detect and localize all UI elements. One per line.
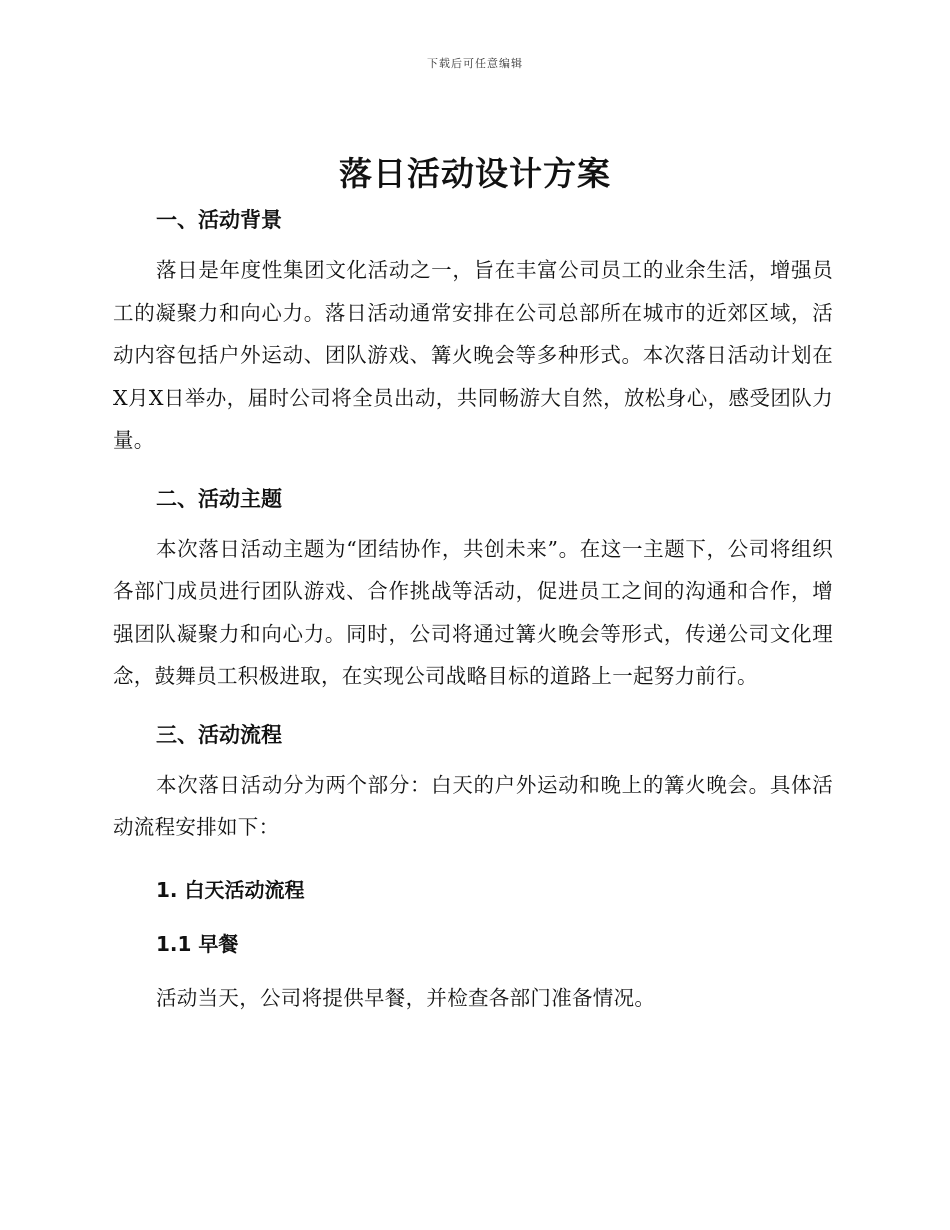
section-paragraph-background: 落日是年度性集团文化活动之一，旨在丰富公司员工的业余生活，增强员工的凝聚力和向心力。落日活动通常安排在公司总部所在城市的近郊区域，活动内容包括户外运动、团队游戏、篝火晚会等多种形式。本次落日活动计划在X月X日举办，届时公司将全员出动，共同畅游大自然，放松身心，感受团队力量。 — [113, 258, 833, 452]
section-heading-process: 三、活动流程 — [156, 722, 282, 747]
section-paragraph-theme: 本次落日活动主题为“团结协作，共创未来”。在这一主题下，公司将组织各部门成员进行团队游戏、合作挑战等活动，促进员工之间的沟通和合作，增强团队凝聚力和向心力。同时，公司将通过篝火晚会等形式，传递公司文化理念，鼓舞员工积极进取，在实现公司战略目标的道路上一起努力前行。 — [113, 536, 833, 688]
section-heading-background: 一、活动背景 — [156, 208, 282, 232]
subsection-heading-daytime: 1. 白天活动流程 — [156, 877, 305, 902]
subsection-paragraph-breakfast: 活动当天，公司将提供早餐，并检查各部门准备情况。 — [156, 985, 656, 1010]
header-note: 下载后可任意编辑 — [427, 57, 523, 70]
section-heading-theme: 二、活动主题 — [156, 486, 282, 511]
section-paragraph-process: 本次落日活动分为两个部分：白天的户外运动和晚上的篝火晚会。具体活动流程安排如下： — [113, 772, 833, 839]
document-body — [113, 197, 833, 1033]
document-title: 落日活动设计方案 — [339, 154, 611, 193]
subsection-heading-breakfast: 1.1 早餐 — [156, 931, 239, 956]
